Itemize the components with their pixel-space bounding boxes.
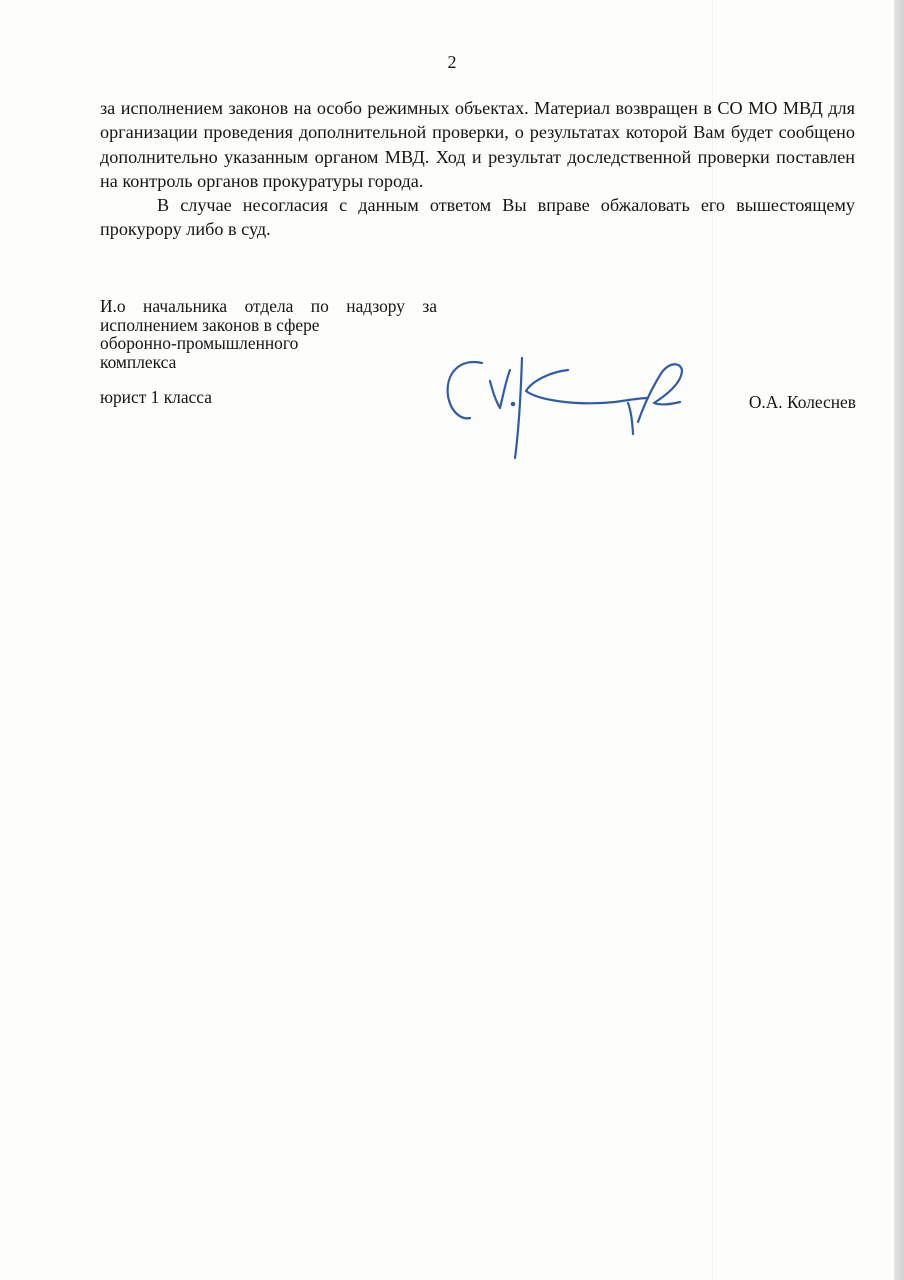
page-number: 2 bbox=[447, 52, 457, 72]
signer-rank: юрист 1 класса bbox=[100, 387, 212, 407]
signer-position bbox=[100, 297, 437, 371]
letter-body bbox=[100, 96, 855, 242]
handwritten-signature bbox=[440, 348, 690, 466]
paragraph-continuation: за исполнением законов на особо режимных объектах. Материал возвращен в СО МО МВД для организации проведения дополнительной проверки, о результатах которой Вам будет сообщено дополнительно указанным органом МВД. Ход и результат доследственной проверки поставлен на контроль органов прокуратуры города. bbox=[100, 98, 855, 191]
scan-edge bbox=[894, 0, 904, 1280]
signer-position-line-2: оборонно-промышленного bbox=[100, 333, 299, 353]
signer-position-line-1: И.о начальника отдела по надзору за исполнением законов в сфере bbox=[100, 296, 437, 335]
signer-name: О.А. Колеснев bbox=[748, 392, 856, 412]
signer-position-line-3: комплекса bbox=[100, 351, 177, 372]
paragraph-appeal-notice: В случае несогласия с данным ответом Вы вправе обжаловать его вышестоящему прокурору либо в суд. bbox=[100, 195, 855, 240]
